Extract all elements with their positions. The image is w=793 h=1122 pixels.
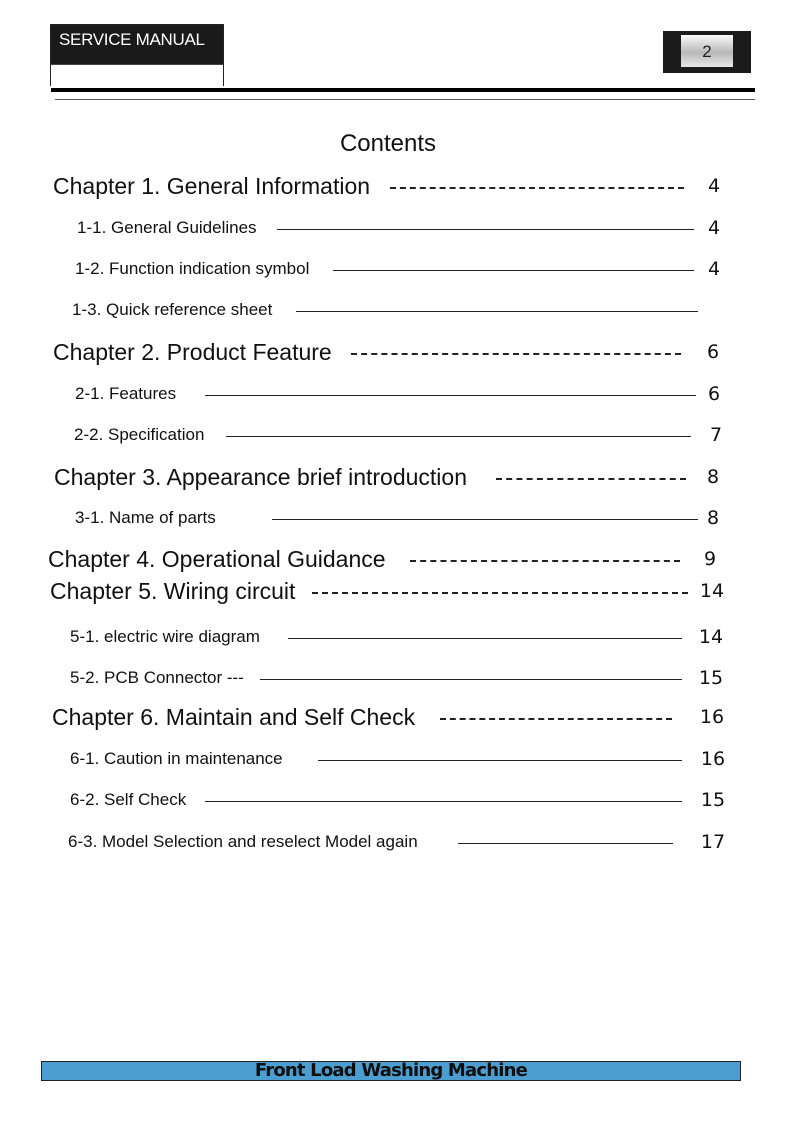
toc-entry-page: 16 <box>699 706 725 728</box>
header-rule-thick <box>51 88 755 92</box>
toc-entry-6-2[interactable] <box>70 787 753 813</box>
toc-leader <box>312 592 688 594</box>
toc-entry-title: Chapter 3. Appearance brief introduction <box>54 464 467 490</box>
service-manual-label: SERVICE MANUAL <box>51 25 223 64</box>
toc-entry-page: 15 <box>698 667 724 689</box>
toc-leader <box>351 353 681 355</box>
toc-entry-page: 15 <box>700 789 726 811</box>
toc-entry-page: 9 <box>703 548 717 570</box>
toc-entry-1-2[interactable] <box>75 256 753 282</box>
toc-entry-title: 5-2. PCB Connector --- <box>70 668 244 687</box>
toc-entry-page: 16 <box>700 748 726 770</box>
toc-leader <box>458 843 673 844</box>
toc-entry-page: 17 <box>700 831 726 853</box>
toc-entry-title: 6-2. Self Check <box>70 790 187 809</box>
toc-leader <box>272 519 698 520</box>
toc-entry-2-1[interactable] <box>75 381 753 407</box>
footer-bar <box>41 1061 741 1081</box>
toc-entry-chapter-6[interactable] <box>52 704 753 730</box>
toc-entry-title: 5-1. electric wire diagram <box>70 627 260 646</box>
toc-entry-title: 6-1. Caution in maintenance <box>70 749 283 768</box>
toc-entry-title: 2-2. Specification <box>74 425 205 444</box>
toc-leader <box>205 801 682 802</box>
toc-entry-page: 14 <box>699 580 725 602</box>
toc-entry-chapter-4[interactable] <box>48 546 753 572</box>
toc-entry-title: 1-1. General Guidelines <box>77 218 257 237</box>
toc-entry-5-1[interactable] <box>70 624 753 650</box>
toc-leader <box>440 718 672 720</box>
toc-entry-title: Chapter 2. Product Feature <box>53 339 332 365</box>
toc-leader <box>333 270 694 271</box>
toc-entry-page: 6 <box>707 383 721 405</box>
toc-leader <box>390 187 684 189</box>
page-number-box <box>663 31 751 73</box>
toc-entry-6-3[interactable] <box>68 829 753 855</box>
toc-entry-chapter-1[interactable] <box>53 173 753 199</box>
service-manual-label-box <box>50 24 224 86</box>
toc-entry-chapter-3[interactable] <box>54 464 753 490</box>
toc-entry-3-1[interactable] <box>75 505 753 531</box>
toc-entry-1-3[interactable] <box>72 297 753 323</box>
toc-entry-title: Chapter 5. Wiring circuit <box>50 578 296 604</box>
toc-entry-page: 8 <box>706 466 720 488</box>
toc-entry-page: 4 <box>707 217 721 239</box>
toc-leader <box>277 229 694 230</box>
toc-entry-title: Chapter 6. Maintain and Self Check <box>52 704 416 730</box>
toc-entry-page: 14 <box>698 626 724 648</box>
header-rule-thin <box>55 99 755 100</box>
toc-leader <box>410 560 680 562</box>
toc-entry-title: Chapter 1. General Information <box>53 173 371 199</box>
toc-leader <box>205 395 696 396</box>
toc-entry-title: Chapter 4. Operational Guidance <box>48 546 386 572</box>
toc-entry-title: 6-3. Model Selection and reselect Model again <box>68 832 418 851</box>
toc-leader <box>288 638 682 639</box>
toc-entry-title: 2-1. Features <box>75 384 177 403</box>
toc-leader <box>296 311 698 312</box>
contents-title: Contents <box>339 130 437 157</box>
toc-entry-title: 3-1. Name of parts <box>75 508 216 527</box>
toc-leader <box>226 436 691 437</box>
toc-entry-title: 1-3. Quick reference sheet <box>72 300 273 319</box>
page-number: 2 <box>681 35 733 67</box>
toc-entry-chapter-2[interactable] <box>53 339 753 365</box>
toc-leader <box>318 760 682 761</box>
toc-entry-chapter-5[interactable] <box>50 578 753 604</box>
toc-entry-page: 4 <box>707 258 721 280</box>
toc-entry-page: 7 <box>709 424 723 446</box>
toc-entry-2-2[interactable] <box>74 422 753 448</box>
toc-leader <box>260 679 682 680</box>
toc-entry-page: 8 <box>706 507 720 529</box>
label-box-blank <box>51 64 223 86</box>
toc-entry-5-2[interactable] <box>70 665 753 691</box>
footer-title: Front Load Washing Machine <box>254 1060 528 1081</box>
toc-entry-page: 4 <box>707 175 721 197</box>
toc-entry-page: 6 <box>706 341 720 363</box>
toc-entry-1-1[interactable] <box>77 215 753 241</box>
toc-leader <box>496 478 686 480</box>
toc-entry-6-1[interactable] <box>70 746 753 772</box>
toc-entry-title: 1-2. Function indication symbol <box>75 259 310 278</box>
